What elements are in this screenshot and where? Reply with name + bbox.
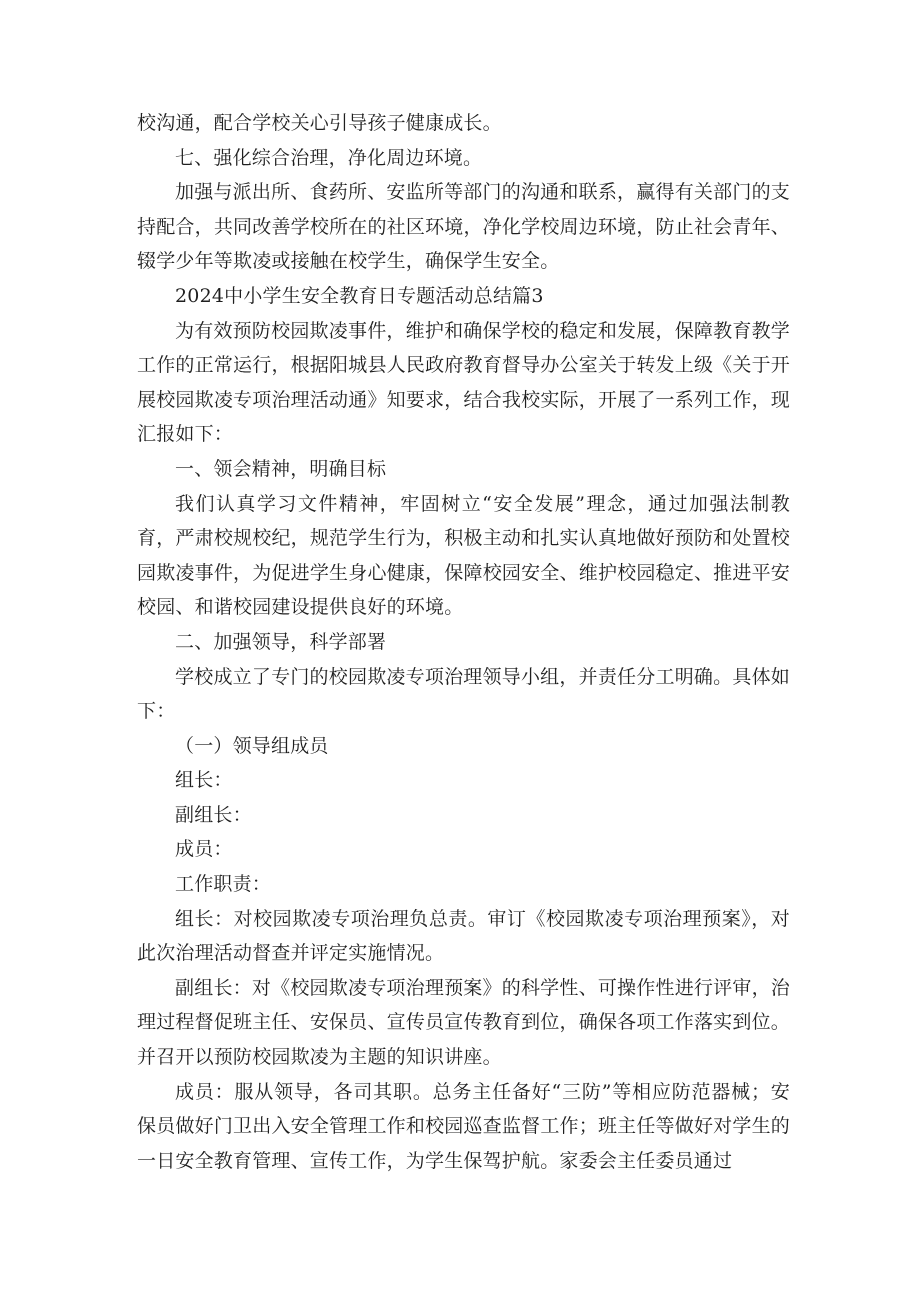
paragraph: 成员：服从领导，各司其职。总务主任备好“三防”等相应防范器械；安保员做好门卫出入安全管理工作和校园巡查监督工作；班主任等做好对学生的一日安全教育管理、宣传工作，为学生保驾护航。家委会主任委员通过 — [137, 1080, 790, 1172]
paragraph: 组长：对校园欺凌专项治理负总责。审订《校园欺凌专项治理预案》，对此次治理活动督查并评定实施情况。 — [137, 907, 790, 965]
paragraph: 为有效预防校园欺凌事件，维护和确保学校的稳定和发展，保障教育教学工作的正常运行，根据阳城县人民政府教育督导办公室关于转发上级《关于开展校园欺凌专项治理活动通》知要求，结合我校实际，开展了一系列工作，现汇报如下： — [137, 319, 790, 446]
list-item: 工作职责： — [175, 873, 272, 896]
section-heading: 二、加强领导，科学部署 — [175, 630, 387, 653]
paragraph: 我们认真学习文件精神，牢固树立“安全发展”理念，通过加强法制教育，严肃校规校纪，规范学生行为，积极主动和扎实认真地做好预防和处置校园欺凌事件，为促进学生身心健康，保障校园安全、维护校园稳定、推进平安校园、和谐校园建设提供良好的环境。 — [137, 492, 790, 619]
paragraph: 校沟通，配合学校关心引导孩子健康成长。 — [137, 112, 502, 134]
subsection-heading: （一）领导组成员 — [175, 734, 329, 757]
document-body — [137, 106, 790, 1178]
paragraph: 副组长：对《校园欺凌专项治理预案》的科学性、可操作性进行评审，治理过程督促班主任、安保员、宣传员宣传教育到位，确保各项工作落实到位。并召开以预防校园欺凌为主题的知识讲座。 — [137, 976, 790, 1069]
section-heading: 一、领会精神，明确目标 — [175, 457, 387, 480]
list-item: 副组长： — [175, 803, 252, 826]
paragraph: 学校成立了专门的校园欺凌专项治理领导小组，并责任分工明确。具体如下： — [137, 665, 790, 723]
section-heading: 七、强化综合治理，净化周边环境。 — [175, 146, 483, 169]
list-item: 成员： — [175, 838, 233, 861]
article-title: 2024中小学生安全教育日专题活动总结篇3 — [175, 284, 544, 307]
paragraph: 加强与派出所、食药所、安监所等部门的沟通和联系，赢得有关部门的支持配合，共同改善学校所在的社区环境，净化学校周边环境，防止社会青年、辍学少年等欺凌或接触在校学生，确保学生安全。 — [137, 181, 790, 273]
list-item: 组长： — [175, 769, 233, 792]
